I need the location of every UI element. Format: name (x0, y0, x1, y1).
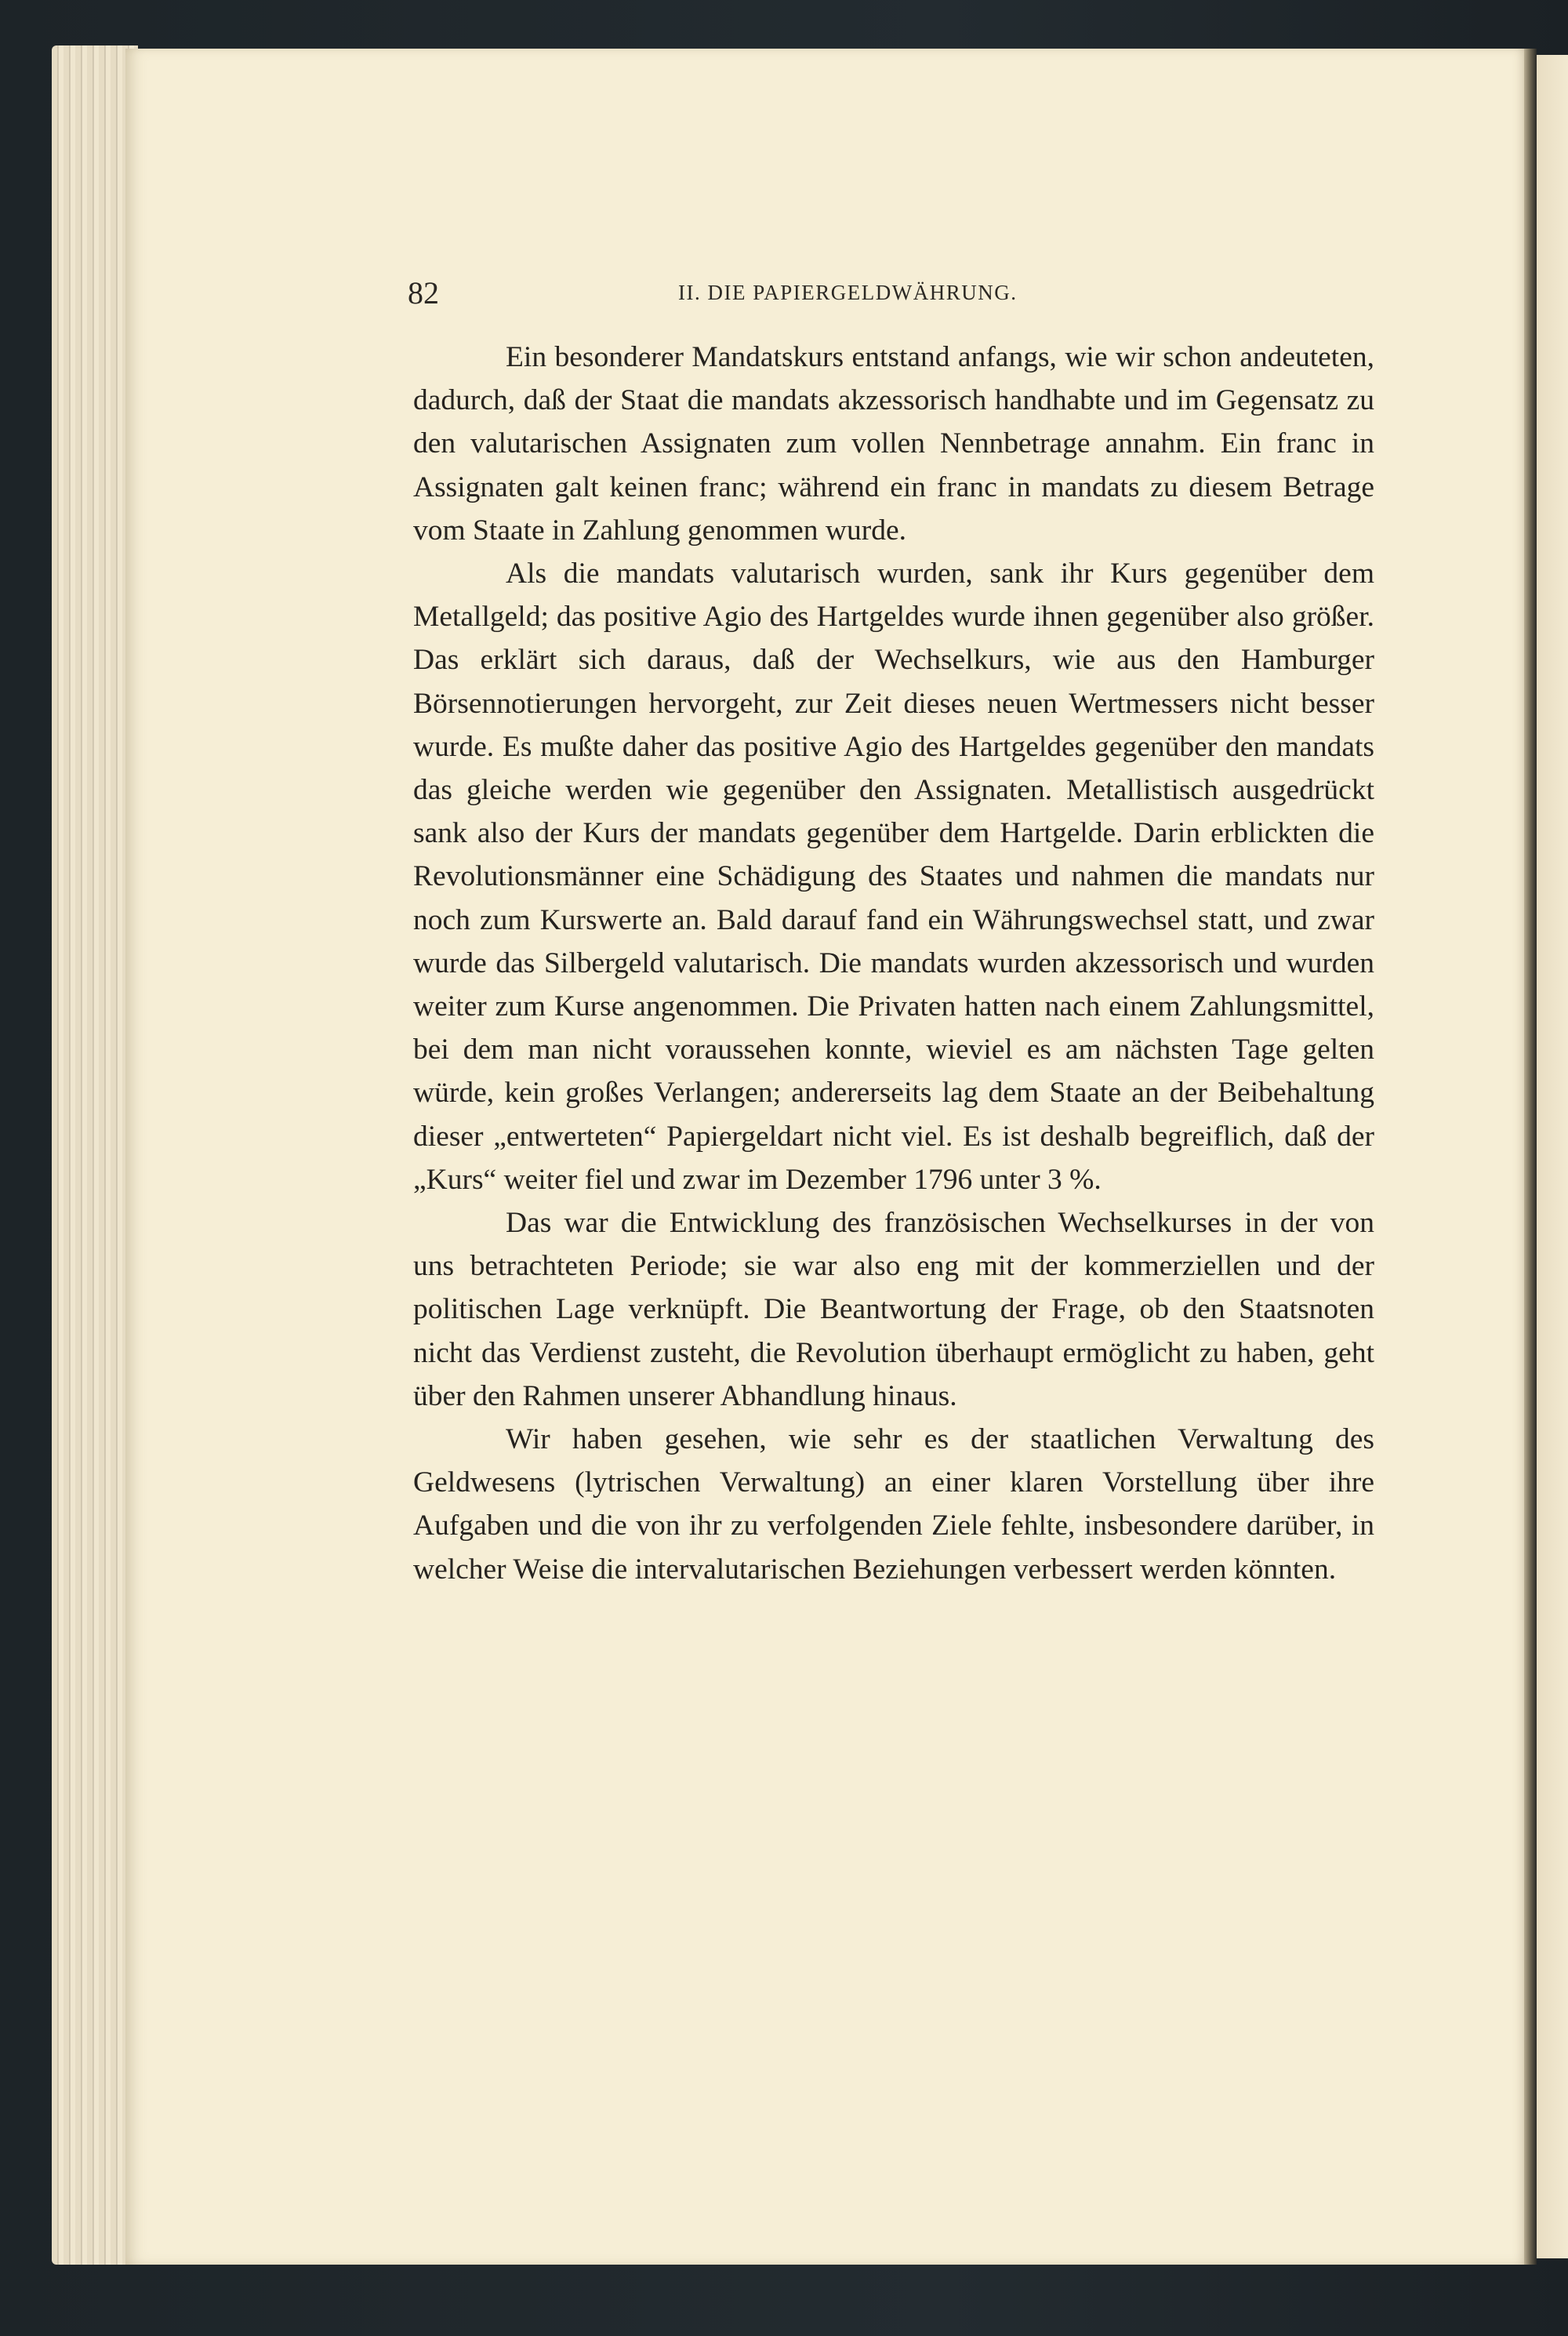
paragraph: Als die mandats valutarisch wurden, sank ihr Kurs gegenüber dem Metallgeld; das positive Agio des Hartgeldes wurde ihnen gegenüber also größer. Das erklärt sich daraus, daß der Wechselkurs, wie aus den Hamburger Börsennotierungen hervorgeht, zur Zeit dieses neuen Wertmessers nicht besser wurde. Es mußte daher das positive Agio des Hartgeldes gegenüber den mandats das gleiche werden wie gegenüber den Assignaten. Metallistisch ausgedrückt sank also der Kurs der mandats gegenüber dem Hartgelde. Darin erblickten die Revolutionsmänner eine Schädigung des Staates und nahmen die mandats nur noch zum Kurswerte an. Bald darauf fand ein Währungswechsel statt, und zwar wurde das Silbergeld valutarisch. Die mandats wurden akzessorisch und wurden weiter zum Kurse angenommen. Die Privaten hatten nach einem Zahlungsmittel, bei dem man nicht voraussehen konnte, wieviel es am nächsten Tage gelten würde, kein großes Verlangen; andererseits lag dem Staate an der Beibehaltung dieser „entwerteten“ Papiergeldart nicht viel. Es ist deshalb begreiflich, daß der „Kurs“ weiter fiel und zwar im Dezember 1796 unter 3 %. (413, 558, 1374, 1196)
page-number: 82 (408, 275, 439, 311)
paragraph: Ein besonderer Mandatskurs entstand anfangs, wie wir schon andeuteten, dadurch, daß der Staat die mandats akzessorisch handhabte und im Gegensatz zu den valutarischen Assignaten zum vollen Nennbetrage annahm. Ein franc in Assignaten galt keinen franc; während ein franc in mandats zu diesem Betrage vom Staate in Zahlung genommen wurde. (413, 341, 1374, 547)
paragraph: Das war die Entwicklung des französischen Wechselkurses in der von uns betrachteten Periode; sie war also eng mit der kommerziellen und der politischen Lage verknüpft. Die Beantwortung der Frage, ob den Staatsnoten nicht das Verdienst zusteht, die Revolution überhaupt ermöglicht zu haben, geht über den Rahmen unserer Abhandlung hinaus. (413, 1207, 1374, 1412)
paragraph: Wir haben gesehen, wie sehr es der staatlichen Verwaltung des Geldwesens (lytrischen Verwaltung) an einer klaren Vorstellung über ihre Aufgaben und die von ihr zu verfolgenden Ziele fehlte, insbesondere darüber, in welcher Weise die intervalutarischen Beziehungen verbessert werden könnten. (413, 1423, 1374, 1586)
running-head: II. DIE PAPIERGELDWÄHRUNG. (678, 281, 1018, 304)
book-gutter (1524, 49, 1537, 2265)
page-header (408, 274, 1380, 322)
body-text (413, 336, 1374, 1591)
facing-page-edge (1537, 55, 1568, 2258)
